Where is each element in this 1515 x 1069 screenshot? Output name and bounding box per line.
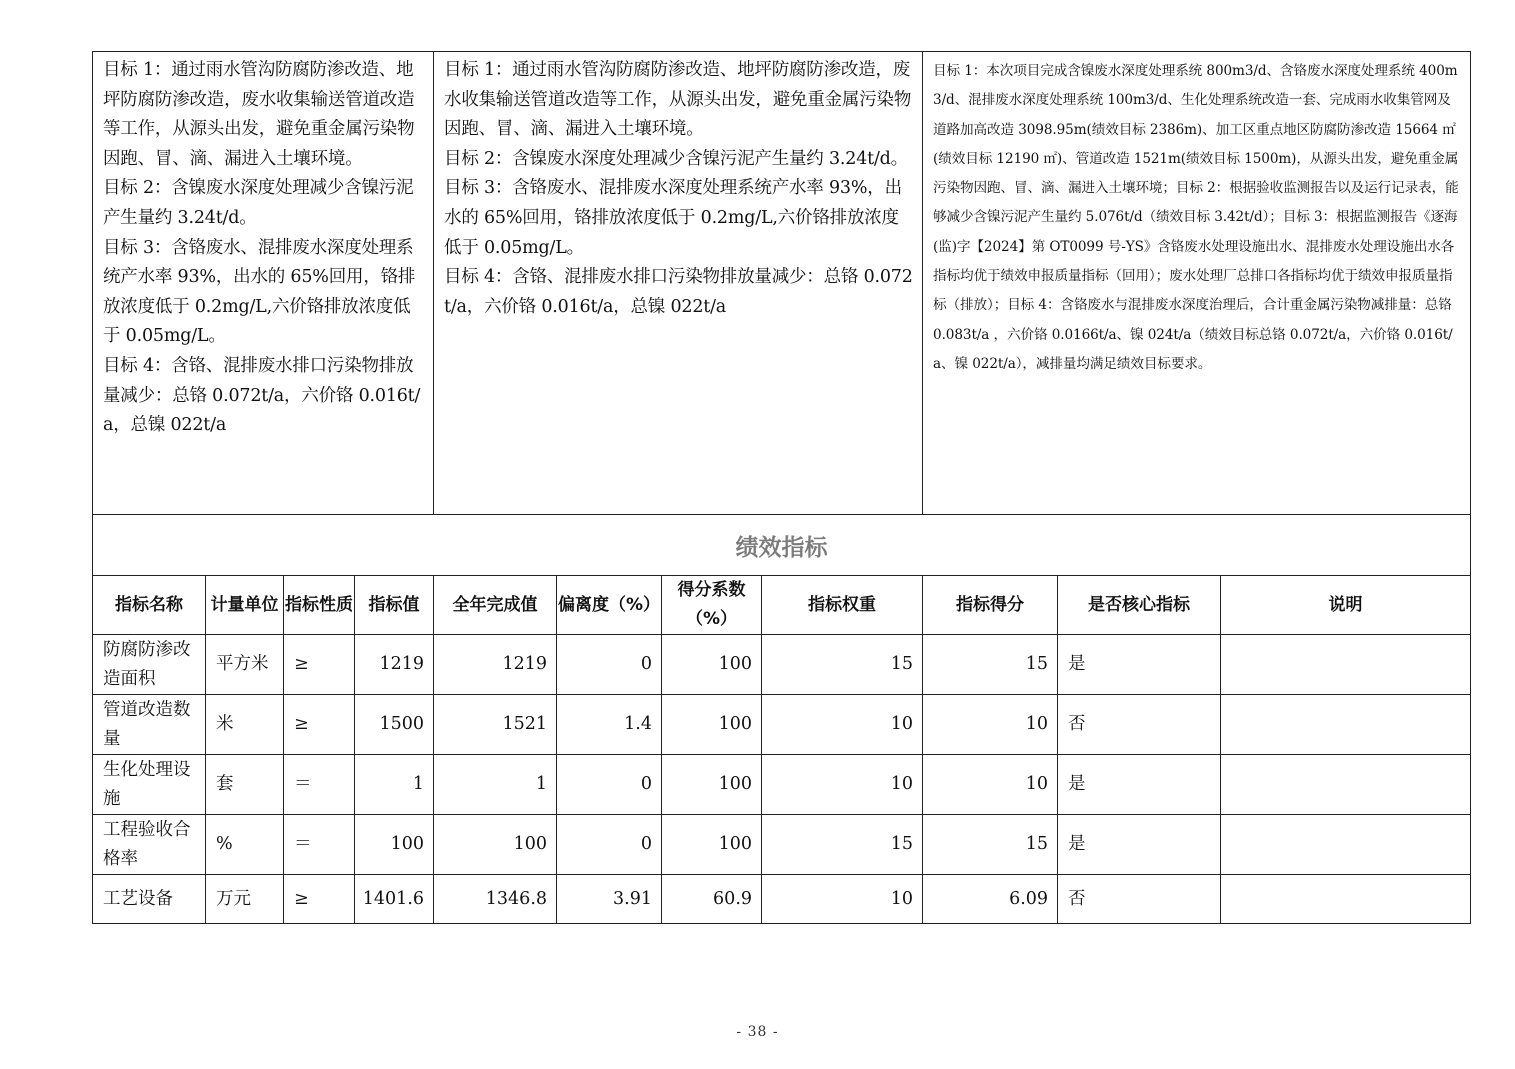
cell-coef: 100 [662, 695, 762, 755]
table-row [93, 695, 1471, 755]
cell-core: 是 [1058, 635, 1221, 695]
cell-deviation: 3.91 [557, 875, 662, 924]
cell-actual: 1 [434, 755, 557, 815]
section-title-row [93, 515, 1471, 576]
planned-goals-cell [93, 52, 434, 515]
cell-core: 否 [1058, 695, 1221, 755]
section-title: 绩效指标 [735, 534, 828, 561]
cell-coef: 60.9 [662, 875, 762, 924]
cell-deviation: 0 [557, 815, 662, 875]
cell-note [1221, 815, 1471, 875]
cell-weight: 10 [762, 755, 923, 815]
column-header: 是否核心指标 [1058, 576, 1221, 635]
cell-target: 1401.6 [355, 875, 434, 924]
cell-target: 1500 [355, 695, 434, 755]
cell-score: 10 [923, 695, 1058, 755]
goals-row [93, 52, 1471, 515]
cell-note [1221, 635, 1471, 695]
cell-actual: 100 [434, 815, 557, 875]
column-header: 计量单位 [206, 576, 284, 635]
table-row [93, 815, 1471, 875]
indicator-rows [93, 635, 1471, 924]
cell-actual: 1521 [434, 695, 557, 755]
cell-note [1221, 875, 1471, 924]
cell-coef: 100 [662, 755, 762, 815]
cell-nature: ＝ [284, 755, 355, 815]
cell-deviation: 0 [557, 635, 662, 695]
cell-note [1221, 755, 1471, 815]
cell-target: 1 [355, 755, 434, 815]
cell-deviation: 0 [557, 755, 662, 815]
table-row [93, 875, 1471, 924]
cell-name: 工艺设备 [93, 875, 206, 924]
cell-nature: ≥ [284, 635, 355, 695]
column-header: 说明 [1221, 576, 1471, 635]
cell-name: 工程验收合格率 [93, 815, 206, 875]
cell-core: 否 [1058, 875, 1221, 924]
cell-name: 防腐防渗改造面积 [93, 635, 206, 695]
section-title-cell [93, 515, 1471, 576]
cell-unit: 平方米 [206, 635, 284, 695]
cell-nature: ＝ [284, 815, 355, 875]
cell-coef: 100 [662, 815, 762, 875]
cell-core: 是 [1058, 755, 1221, 815]
cell-target: 1219 [355, 635, 434, 695]
cell-nature: ≥ [284, 875, 355, 924]
cell-unit: 万元 [206, 875, 284, 924]
table-row [93, 755, 1471, 815]
cell-actual: 1219 [434, 635, 557, 695]
cell-note [1221, 695, 1471, 755]
actual-results-cell [923, 52, 1471, 515]
column-header: 偏离度（%） [557, 576, 662, 635]
cell-name: 管道改造数量 [93, 695, 206, 755]
cell-target: 100 [355, 815, 434, 875]
column-header: 得分系数（%） [662, 576, 762, 635]
column-header: 指标权重 [762, 576, 923, 635]
performance-table [92, 51, 1471, 924]
page-number: - 38 - [736, 1024, 779, 1040]
actual-results-text: 目标 1：本次项目完成含镍废水深度处理系统 800m3/d、含铬废水深度处理系统 400m3/d、混排废水深度处理系统 100m3/d、生化处理系统改造一套、完成雨水收集管网及道路加高改造 3098.95m(绩效目标 2386m)、加工区重点地区防腐防渗改造 15664 ㎡(绩效目标 12190 ㎡)、管道改造 1521m(绩效目标 1500m)，从源头出发，避免重金属污染物因跑、冒、滴、漏进入土壤环境；目标 2：根据验收监测报告以及运行记录表，能够减少含镍污泥产生量约 5.076t/d（绩效目标 3.42t/d）；目标 3：根据监测报告《逐海(监)字【2024】第 OT0099 号-YS》含铬废水处理设施出水、混排废水处理设施出水各指标均优于绩效申报质量指标（回用）；废水处理厂总排口各指标均优于绩效申报质量指标（排放）；目标 4：含铬废水与混排废水深度治理后，合计重金属污染物减排量：总铬 0.083t/a ，六价铬 0.0166t/a、镍 024t/a（绩效目标总铬 0.072t/a，六价铬 0.016t/a、镍 022t/a），减排量均满足绩效目标要求。 [933, 63, 1459, 372]
annual-goals-text: 目标 1：通过雨水管沟防腐防渗改造、地坪防腐防渗改造，废水收集输送管道改造等工作，从源头出发，避免重金属污染物因跑、冒、滴、漏进入土壤环境。 目标 2：含镍废水深度处理减少含镍污泥产生量约 3.24t/d。 目标 3：含铬废水、混排废水深度处理系统产水率 93%，出水的 65%回用，铬排放浓度低于 0.2mg/L,六价铬排放浓度低于 0.05mg/L。 目标 4：含铬、混排废水排口污染物排放量减少：总铬 0.072t/a，六价铬 0.016t/a，总镍 022t/a [444, 60, 913, 317]
table-row [93, 635, 1471, 695]
cell-deviation: 1.4 [557, 695, 662, 755]
cell-core: 是 [1058, 815, 1221, 875]
column-header: 指标性质 [284, 576, 355, 635]
cell-weight: 15 [762, 815, 923, 875]
cell-unit: 米 [206, 695, 284, 755]
cell-coef: 100 [662, 635, 762, 695]
cell-score: 10 [923, 755, 1058, 815]
cell-nature: ≥ [284, 695, 355, 755]
cell-score: 15 [923, 815, 1058, 875]
planned-goals-text: 目标 1：通过雨水管沟防腐防渗改造、地坪防腐防渗改造，废水收集输送管道改造等工作，从源头出发，避免重金属污染物因跑、冒、滴、漏进入土壤环境。 目标 2：含镍废水深度处理减少含镍污泥产生量约 3.24t/d。 目标 3：含铬废水、混排废水深度处理系统产水率 93%，出水的 65%回用，铬排放浓度低于 0.2mg/L,六价铬排放浓度低于 0.05mg/L。 目标 4：含铬、混排废水排口污染物排放量减少：总铬 0.072t/a，六价铬 0.016t/a，总镍 022t/a [103, 60, 421, 436]
cell-unit: % [206, 815, 284, 875]
cell-score: 15 [923, 635, 1058, 695]
cell-weight: 15 [762, 635, 923, 695]
annual-goals-cell [434, 52, 923, 515]
column-header-row [93, 576, 1471, 635]
column-header: 指标得分 [923, 576, 1058, 635]
column-header: 全年完成值 [434, 576, 557, 635]
cell-weight: 10 [762, 875, 923, 924]
column-header: 指标名称 [93, 576, 206, 635]
cell-weight: 10 [762, 695, 923, 755]
cell-name: 生化处理设施 [93, 755, 206, 815]
cell-score: 6.09 [923, 875, 1058, 924]
cell-actual: 1346.8 [434, 875, 557, 924]
column-header: 指标值 [355, 576, 434, 635]
cell-unit: 套 [206, 755, 284, 815]
